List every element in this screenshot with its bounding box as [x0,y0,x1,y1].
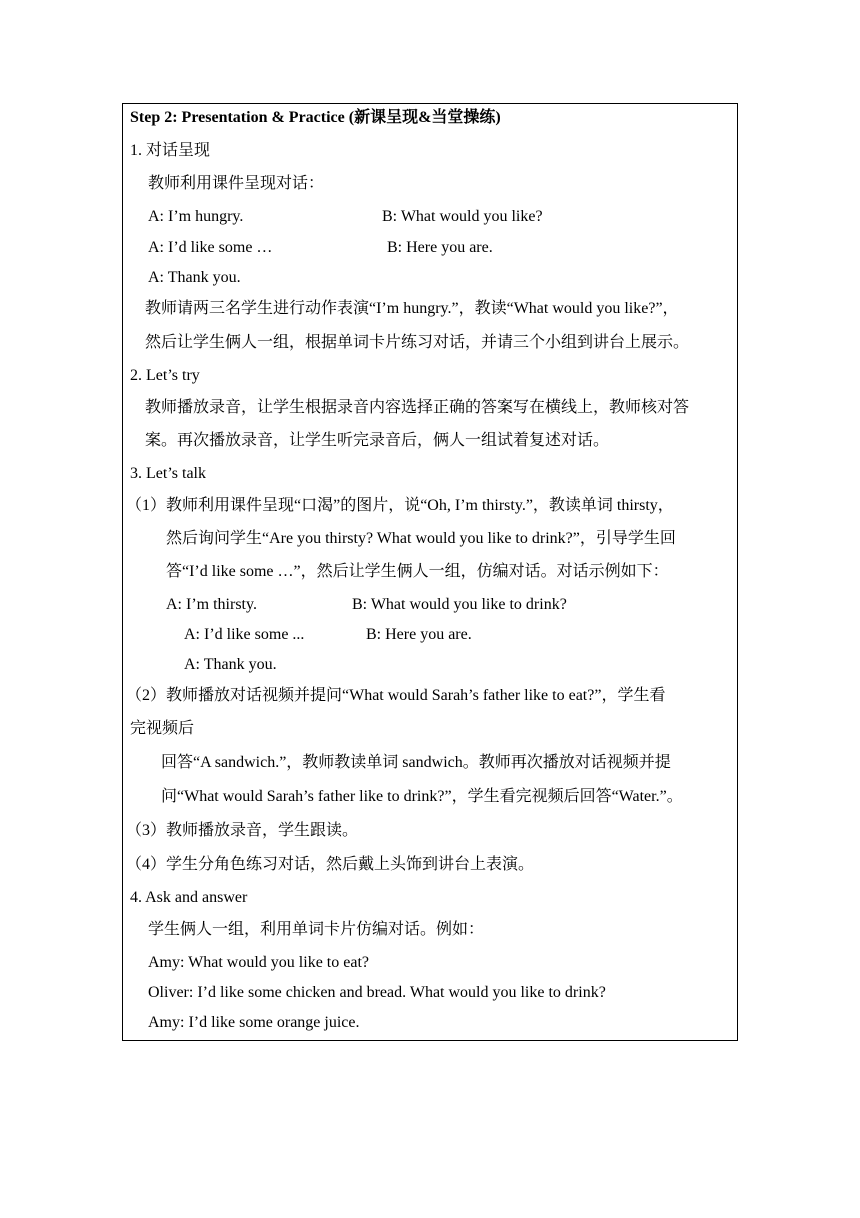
list-item-line: （1）教师利用课件呈现“口渴”的图片，说“Oh, I’m thirsty.”，教读单词 thirsty， [126,497,674,514]
dialogue-line: B: Here you are. [366,626,472,643]
dialogue-line: A: I’d like some ... [184,626,305,643]
dialogue-line: A: I’d like some … [148,239,273,256]
list-item-line: 答“I’d like some …”，然后让学生俩人一组，仿编对话。对话示例如下： [166,563,669,580]
subsection-title: 3. Let’s talk [130,465,206,482]
dialogue-line: A: Thank you. [148,269,241,286]
paragraph-line: 然后让学生俩人一组，根据单词卡片练习对话，并请三个小组到讲台上展示。 [145,334,690,351]
paragraph-line: 教师播放录音，让学生根据录音内容选择正确的答案写在横线上，教师核对答 [145,399,690,416]
section-heading: Step 2: Presentation & Practice (新课呈现&当堂操练) [130,109,501,126]
list-item-line: （2）教师播放对话视频并提问“What would Sarah’s father like to eat?”，学生看 [126,687,666,704]
dialogue-line: A: Thank you. [184,656,277,673]
list-item-line: （4）学生分角色练习对话，然后戴上头饰到讲台上表演。 [126,856,535,873]
list-item-line: 然后询问学生“Are you thirsty? What would you like to drink?”，引导学生回 [166,530,676,547]
dialogue-line: Amy: I’d like some orange juice. [148,1014,360,1031]
dialogue-line: Oliver: I’d like some chicken and bread. What would you like to drink? [148,984,606,1001]
subsection-title: 2. Let’s try [130,367,200,384]
dialogue-line: B: What would you like? [382,208,543,225]
list-item-line: 回答“A sandwich.”，教师教读单词 sandwich。教师再次播放对话视频并提 [161,754,671,771]
list-item-line: 完视频后 [130,720,195,737]
list-item-line: （3）教师播放录音，学生跟读。 [126,822,359,839]
paragraph-line: 学生俩人一组，利用单词卡片仿编对话。例如： [148,921,485,938]
dialogue-line: Amy: What would you like to eat? [148,954,369,971]
paragraph-line: 教师利用课件呈现对话： [148,175,325,192]
paragraph-line: 教师请两三名学生进行动作表演“I’m hungry.”，教读“What would you like?”， [145,300,679,317]
paragraph-line: 案。再次播放录音，让学生听完录音后，俩人一组试着复述对话。 [145,432,610,449]
dialogue-line: B: Here you are. [387,239,493,256]
list-item-line: 问“What would Sarah’s father like to drink?”，学生看完视频后回答“Water.”。 [161,788,683,805]
subsection-title: 4. Ask and answer [130,889,248,906]
dialogue-line: A: I’m hungry. [148,208,244,225]
dialogue-line: B: What would you like to drink? [352,596,567,613]
subsection-title: 1. 对话呈现 [130,142,211,159]
dialogue-line: A: I’m thirsty. [166,596,257,613]
